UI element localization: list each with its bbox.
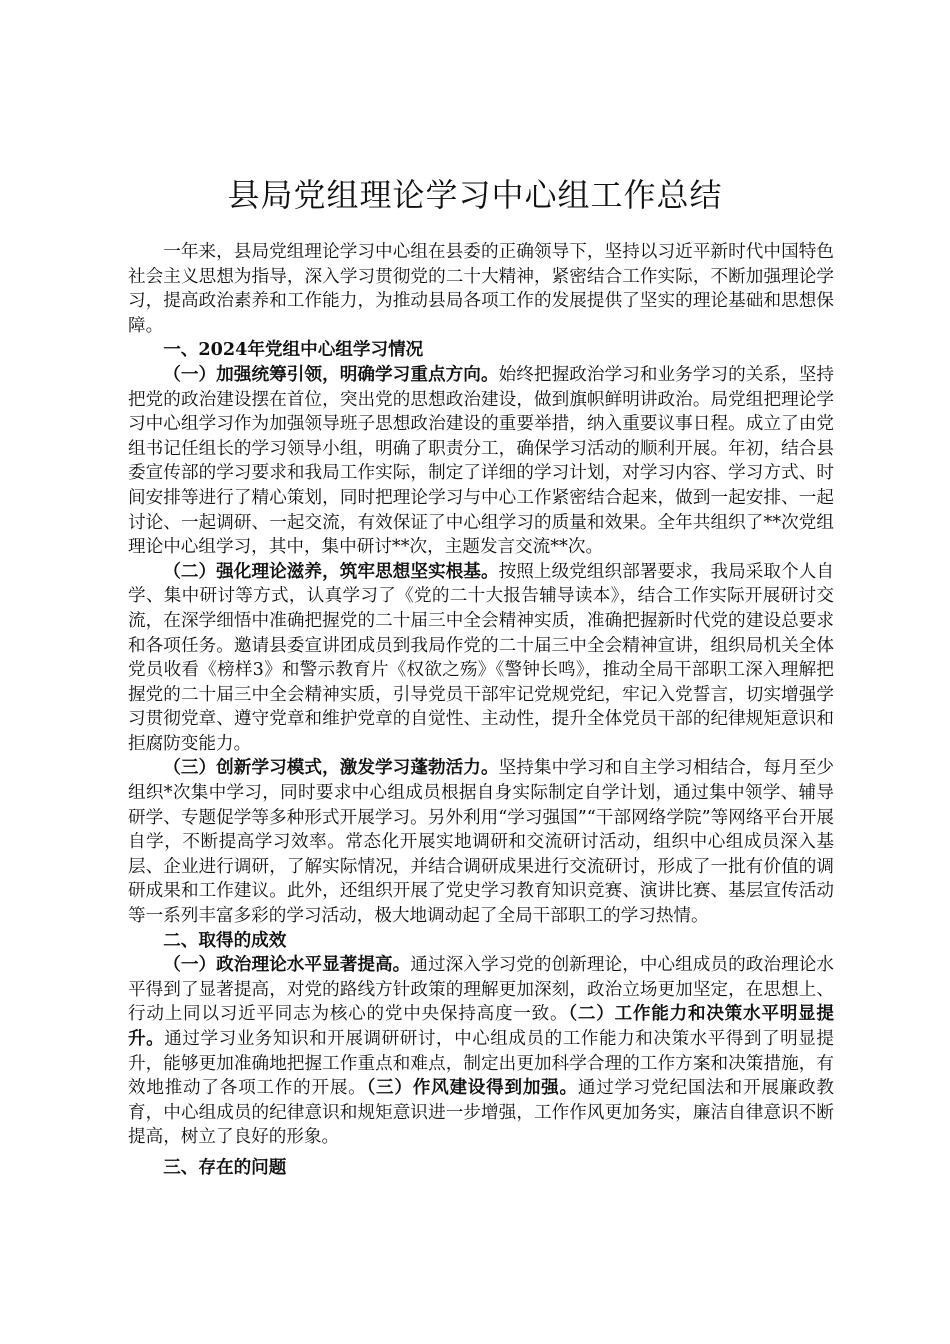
- section1-p1-text: 始终把握政治学习和业务学习的关系，坚持把党的政治建设摆在首位，突出党的思想政治建设，做到旗帜鲜明讲政治。局党组把理论学习中心组学习作为加强领导班子思想政治建设的重要举措，纳入重要议事日程。成立了由党组书记任组长的学习领导小组，明确了职责分工，确保学习活动的顺利开展。年初，结合县委宣传部的学习要求和我局工作实际，制定了详细的学习计划，对学习内容、学习方式、时间安排等进行了精心策划，同时把理论学习与中心工作紧密结合起来，做到一起安排、一起讨论、一起调研、一起交流，有效保证了中心组学习的质量和效果。全年共组织了**次党组理论中心组学习，其中，集中研讨**次，主题发言交流**次。: [128, 364, 834, 558]
- intro-paragraph: 一年来，县局党组理论学习中心组在县委的正确领导下，坚持以习近平新时代中国特色社会主义思想为指导，深入学习贯彻党的二十大精神，紧密结合工作实际，不断加强理论学习，提高政治素养和工作能力，为推动县局各项工作的发展提供了坚实的理论基础和思想保障。: [128, 242, 834, 336]
- section1-p1-lead: （一）加强统筹引领，明确学习重点方向。: [163, 363, 499, 385]
- section2-c-text: 通过学习党纪国法和开展廉政教育，中心组成员的纪律意识和规矩意识进一步增强，工作作风更加务实，廉洁自律意识不断提高，树立了良好的形象。: [128, 1078, 834, 1148]
- section2-heading: 二、取得的成效: [163, 929, 287, 951]
- section1-p2-text: 按照上级党组织部署要求，我局采取个人自学、集中研讨等方式，认真学习了《党的二十大报告辅导读本》，结合工作实际开展研讨交流，在深学细悟中准确把握党的二十届三中全会精神实质，准确把握新时代党的建设总要求和各项任务。邀请县委宣讲团成员到我局作党的二十届三中全会精神宣讲，组织局机关全体党员收看《榜样3》和警示教育片《权欲之殇》《警钟长鸣》，推动全局干部职工深入理解把握党的二十届三中全会精神实质，引导党员干部牢记党规党纪，牢记入党誓言，切实增强学习贯彻党章、遵守党章和维护党章的自觉性、主动性，提升全体党员干部的纪律规矩意识和拒腐防变能力。: [128, 561, 834, 754]
- section2-a-lead: （一）政治理论水平显著提高。: [163, 954, 411, 976]
- section1-p3-text: 坚持集中学习和自主学习相结合，每月至少组织*次集中学习，同时要求中心组成员根据自身实际制定自学计划，通过集中领学、辅导研学、专题促学等多种形式开展学习。另外利用“学习强国”“干部网络学院”等网络平台开展自学，不断提高学习效率。常态化开展实地调研和交流研讨活动，组织中心组成员深入基层、企业进行调研，了解实际情况，并结合调研成果进行交流研讨，形成了一批有价值的调研成果和工作建议。此外，还组织开展了党史学习教育知识竞赛、演讲比赛、基层宣传活动等一系列丰富多彩的学习活动，极大地调动起了全局干部职工的学习热情。: [128, 758, 834, 927]
- section1-paragraph-3: [128, 756, 834, 928]
- section2-b-lead: （二）工作能力和决策水平明显提升。: [128, 1003, 834, 1049]
- section1-paragraph-1: [128, 363, 834, 560]
- document-body: [128, 240, 834, 1181]
- section2-c-lead: （三）作风建设得到加强。: [366, 1077, 578, 1099]
- section1-heading: 一、2024年党组中心组学习情况: [163, 339, 424, 361]
- section2-b-text: 通过学习业务知识和开展调研研讨，中心组成员的工作能力和决策水平得到了明显提升，能够更加准确地把握工作重点和难点，制定出更加科学合理的工作方案和决策措施，有效地推动了各项工作的开展。: [128, 1029, 834, 1099]
- section2-a-text: 通过深入学习党的创新理论，中心组成员的政治理论水平得到了显著提高，对党的路线方针政策的理解更加深刻，政治立场更加坚定，在思想上、行动上同以习近平同志为核心的党中央保持高度一致。: [128, 955, 834, 1025]
- document-title: 县局党组理论学习中心组工作总结: [227, 176, 723, 214]
- section2-paragraph: [128, 953, 834, 1150]
- section3-heading: 三、存在的问题: [163, 1156, 287, 1178]
- section1-paragraph-2: [128, 560, 834, 757]
- section1-p3-lead: （三）创新学习模式，激发学习蓬勃活力。: [163, 757, 499, 779]
- section1-p2-lead: （二）强化理论滋养，筑牢思想坚实根基。: [163, 560, 499, 582]
